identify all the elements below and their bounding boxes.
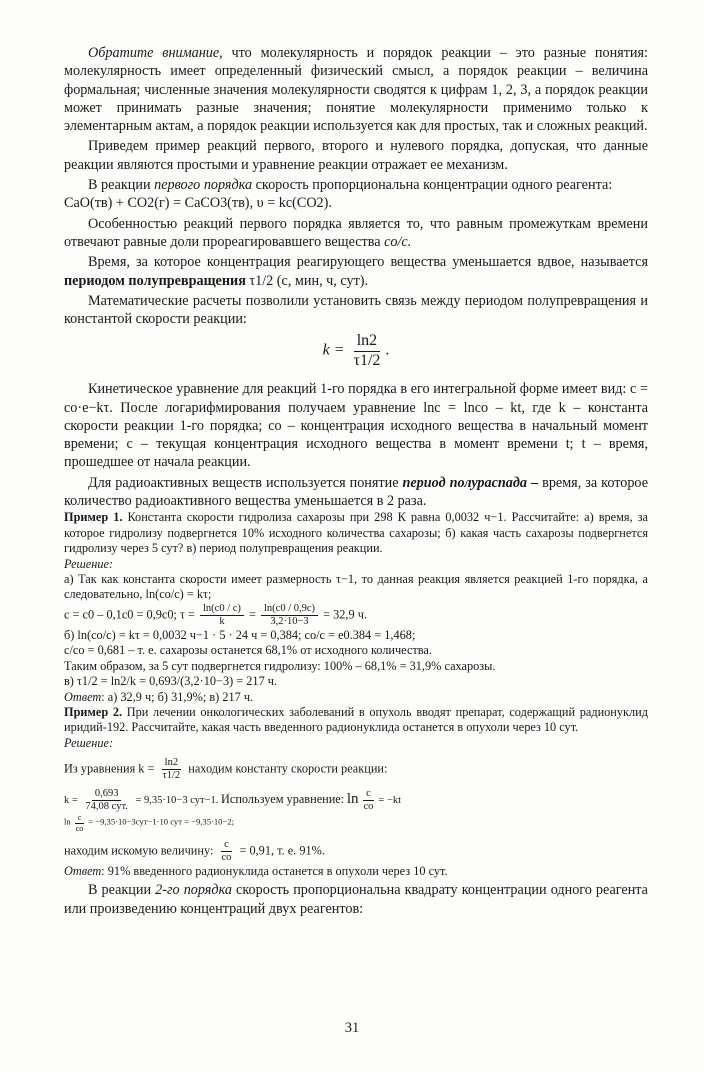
page-number: 31: [344, 1020, 360, 1036]
solution-label: Решение:: [64, 556, 114, 571]
term-bold: периодом полупревращения: [64, 272, 246, 289]
answer: Ответ: а) 32,9 ч; б) 31,9%; в) 217 ч.: [64, 689, 254, 704]
paragraph-math: Математические расчеты позволили установить связь между периодом полупревращения и константой скорости реакции:: [64, 292, 648, 328]
example-2: Пример 2. При лечении онкологических заболеваний в опухоль вводят препарат, содержащий радионуклид иридий-192. Рассчитайте, какая часть введенного радионуклида останется в опухоли через 10 сут.: [64, 704, 648, 735]
paragraph-molecularity: [64, 44, 648, 135]
page-content: [64, 44, 648, 918]
emphasis: первого порядка: [154, 177, 253, 194]
solution-line: c/co = 0,681 – т. е. сахарозы останется 68,1% от исходного количества.: [64, 643, 432, 658]
solution-line-fractions: Из уравнения k = $\frac{\ln 2}{\tau 1/2}$ находим константу скорости реакции:: [64, 757, 388, 782]
solution-line-fractions: находим искомую величину: $\frac{c}{co}$ = 0,91, т. е. 91%.: [64, 838, 325, 863]
example-label: Пример 1.: [64, 510, 123, 525]
paragraph-first-order-feature: Особенностью реакций первого порядка является то, что равным промежуткам времени отвечают равные доли прореагировавшего вещества co/c.: [64, 215, 648, 250]
paragraph-second-order: В реакции 2-го порядка скорость пропорциональна квадрату концентрации одного реагента или произведению концентраций двух реагентов:: [64, 882, 648, 917]
term-bold: период полураспада –: [402, 474, 539, 491]
solution-line-fractions: k = $\frac{0,693}{\text{74,08 сут.}}$ = 9,35·10−3 сут−1. Используем уравнение: ln $\frac{c}{co}$ = −kt: [64, 788, 402, 813]
paragraph-half-life-def: Время, за которое концентрация реагирующего вещества уменьшается вдвое, называется периодом полупревращения τ1/2 (с, мин, ч, сут).: [64, 254, 648, 289]
paragraph-examples-intro: Приведем пример реакций первого, второго и нулевого порядка, допуская, что данные реакции являются простыми и уравнение реакции отражает ее механизм.: [64, 138, 648, 173]
reaction-equation: CaO(тв) + CO2(г) = CaCO3(тв), υ = kc(CO2).: [64, 195, 332, 212]
example-1: Пример 1. Константа скорости гидролиза сахарозы при 298 К равна 0,0032 ч−1. Рассчитайте: а) время, за которое гидролизу подвергнется 10% исходного количества сахарозы; б) какая часть сахарозы подвергнется гидролизу через 5 сут? в) период полупревращения реакции.: [64, 510, 648, 556]
formula-half-life: k = $\frac{\ln 2}{\tau 1/2}$ .: [322, 332, 390, 369]
paragraph-radioactive: Для радиоактивных веществ используется понятие период полураспада – время, за которое количество радиоактивного вещества уменьшается в 2 раза.: [64, 474, 648, 510]
emphasis: Обратите внимание: [88, 45, 220, 61]
emphasis: 2-го порядка: [155, 882, 232, 899]
paragraph-first-order: В реакции первого порядка скорость пропорциональна концентрации одного реагента:: [88, 177, 613, 194]
solution-line: в) τ1/2 = ln2/k = 0,693/(3,2·10−3) = 217 ч.: [64, 674, 278, 689]
answer: Ответ: 91% введенного радионуклида останется в опухоли через 10 сут.: [64, 863, 448, 878]
solution-line: а) Так как константа скорости имеет размерность τ−1, то данная реакция является реакцией 1-го порядка, а следовательно, ln(co/c) = kτ;: [64, 571, 648, 602]
example-label: Пример 2.: [64, 704, 123, 719]
paragraph-kinetic-equation: Кинетическое уравнение для реакций 1-го порядка в его интегральной форме имеет вид: c = co·e−kτ. После логарифмирования получаем уравнение lnc = lnco – kt, где k – константа скорости реакции 1-го порядка; co – концентрация исходного вещества в начальный момент времени; c – текущая концентрация исходного вещества в момент времени t; t – время, прошедшее от начала реакции.: [64, 381, 648, 471]
solution-line-fractions: c = c0 – 0,1c0 = 0,9c0; τ = $\frac{\ln(c0 / c)}{k}$ = $\frac{\ln(c0 / 0,9c)}{3,2\cdot 10-3}$ = 32,9 ч.: [64, 602, 367, 627]
solution-line: б) ln(co/c) = kτ = 0,0032 ч−1 · 5 · 24 ч = 0,384; co/c = e0.384 = 1,468;: [64, 627, 416, 642]
solution-line-fractions: ln $\frac{c}{co}$ = −9,35·10−3сут−1·10 сут = −9,35·10−2;: [64, 813, 234, 833]
paragraph-text: , что молекулярность и порядок реакции – это разные понятия: молекулярность имеет определенный физический смысл, а порядок реакции – величина формальная; численные значения молекулярности сводятся к цифрам 1, 2, 3, а порядок реакции может принимать разные значения; понятие молекулярности применимо только к элементарным актам, а порядок реакции используется как для простых, так и сложных реакций.: [64, 45, 648, 135]
solution-line: Таким образом, за 5 сут подвергнется гидролизу: 100% – 68,1% = 31,9% сахарозы.: [64, 658, 496, 673]
solution-label: Решение:: [64, 735, 114, 750]
